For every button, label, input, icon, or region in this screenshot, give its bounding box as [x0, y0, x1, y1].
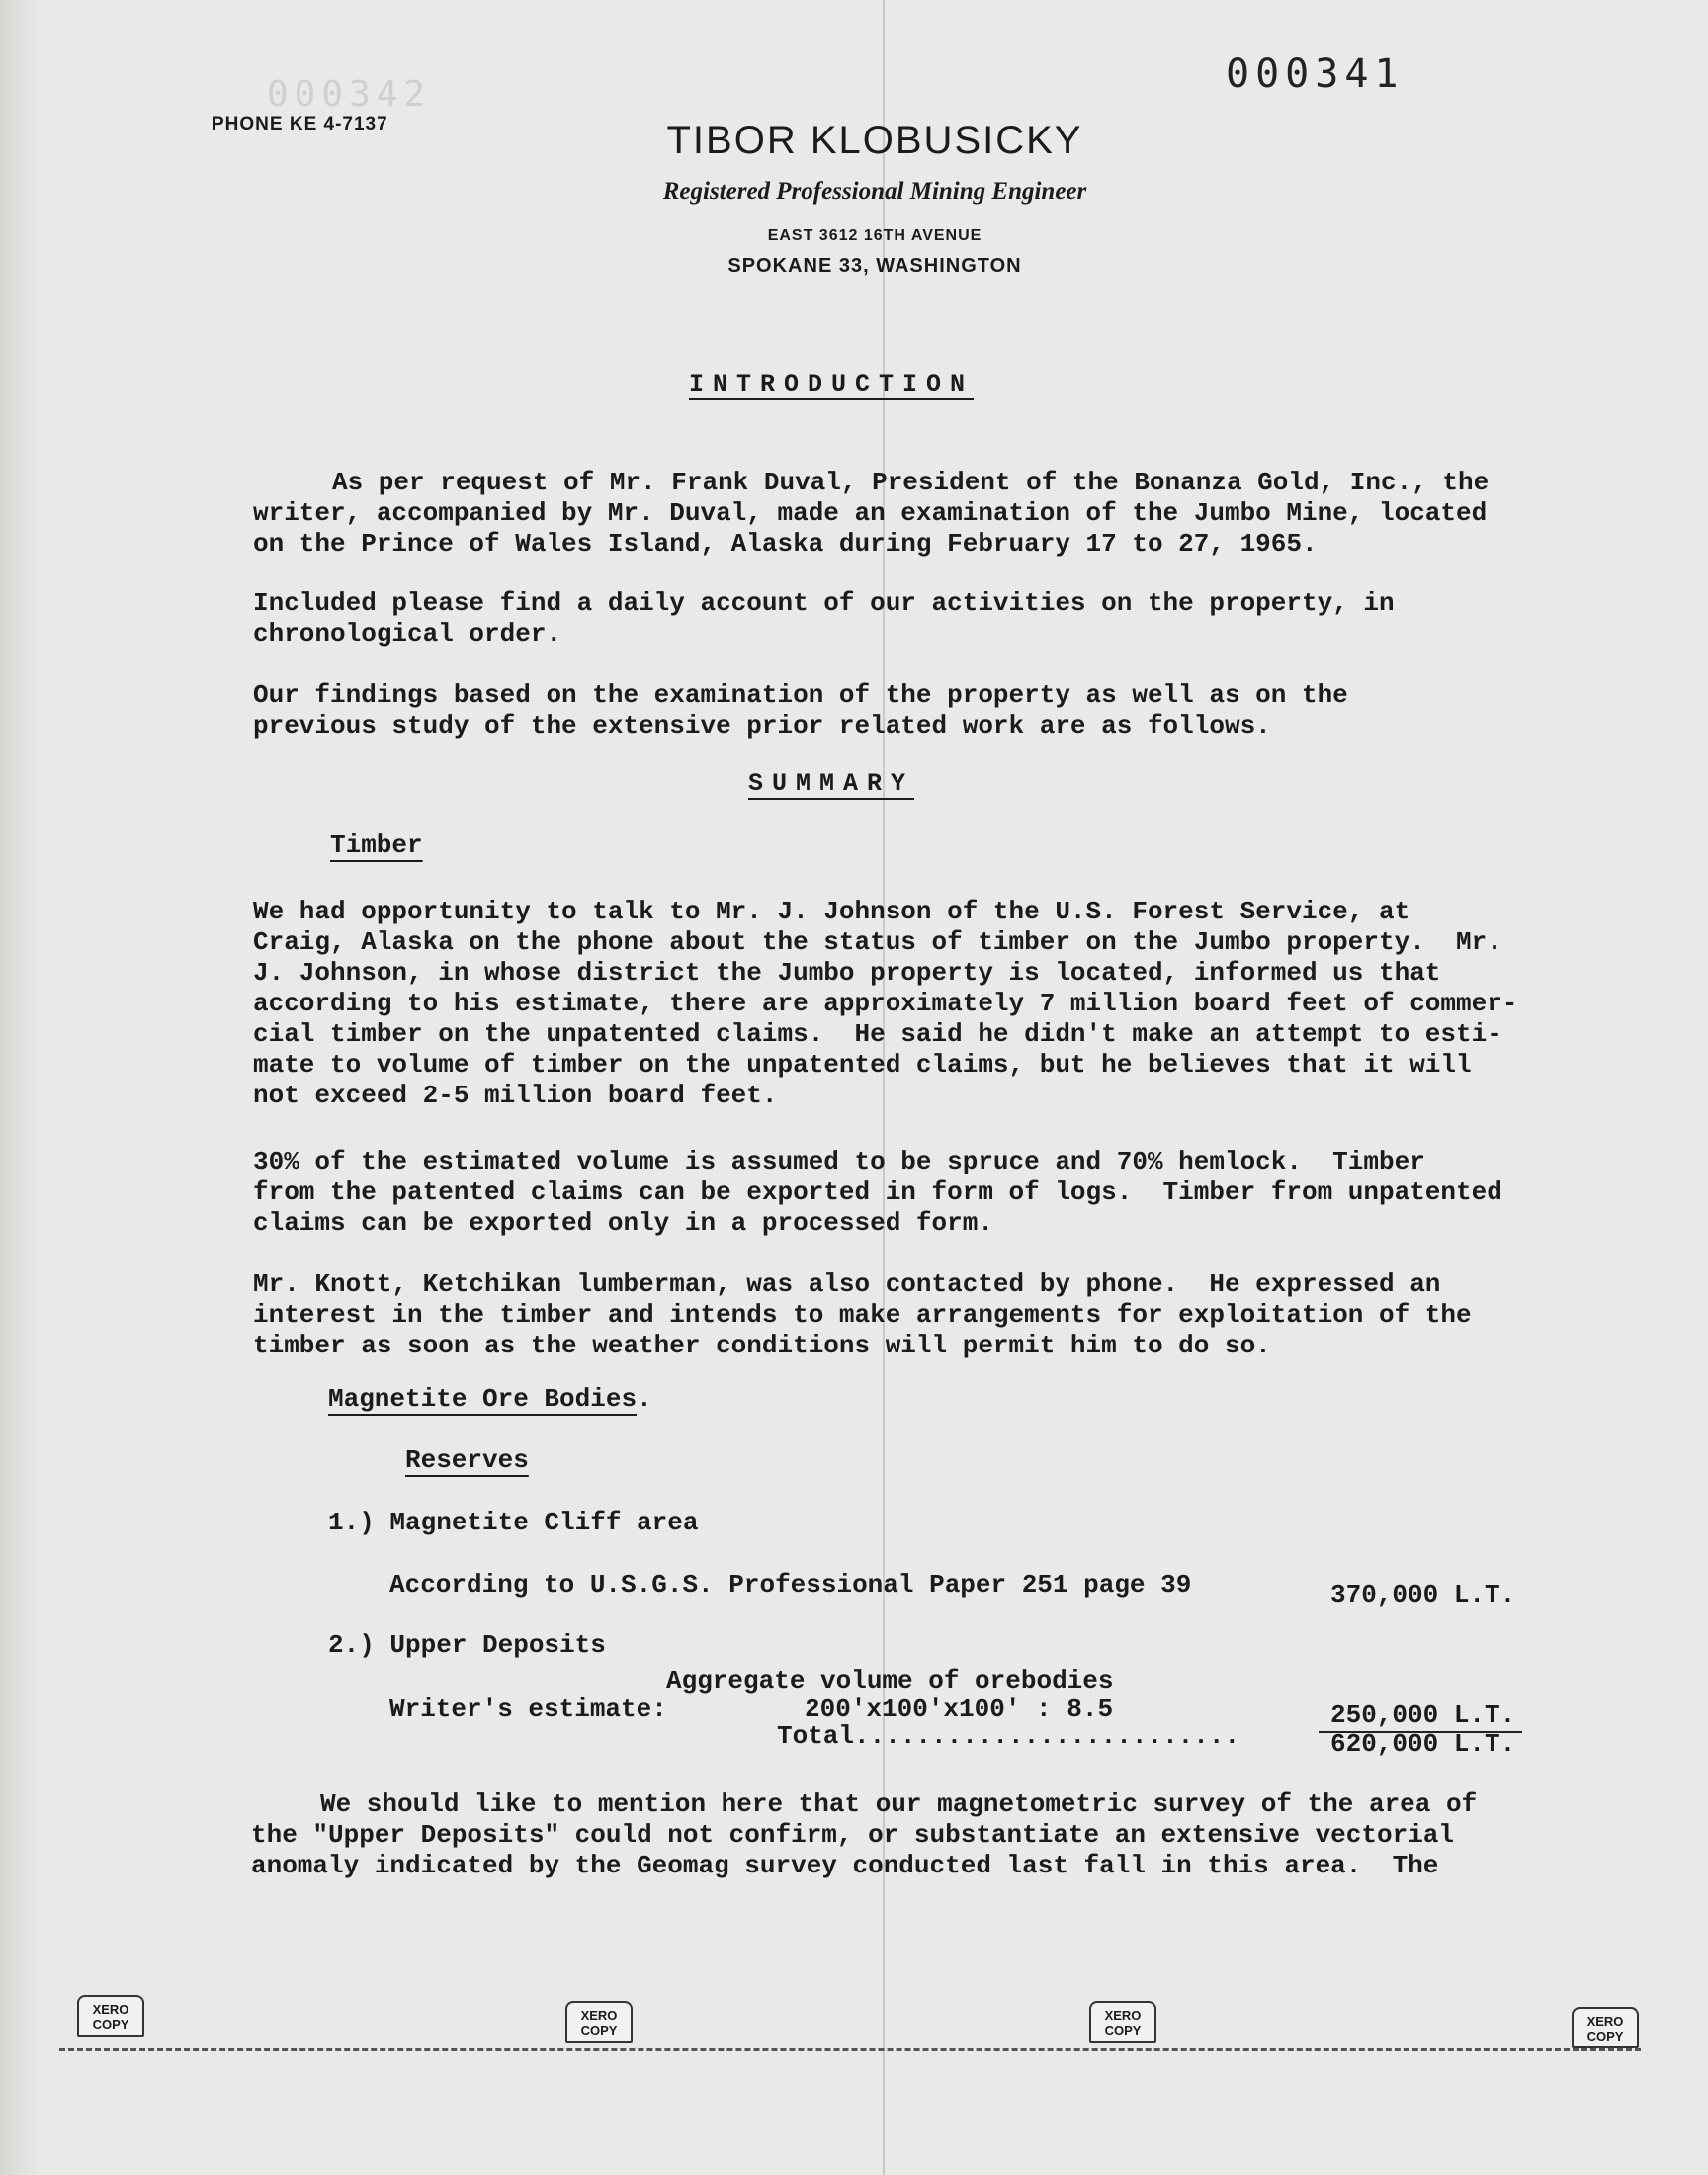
reserve-item-2-value: 250,000 L.T. [1330, 1700, 1516, 1730]
letterhead-title: Registered Professional Mining Engineer [662, 178, 1087, 205]
letterhead-city: SPOKANE 33, WASHINGTON [727, 255, 1022, 277]
writer-estimate-label: Writer's estimate: [389, 1695, 667, 1724]
xero-copy-stamp: XERO COPY [1089, 2001, 1156, 2043]
intro-paragraph-2: Included please find a daily account of our activities on the property, in chronological order. [253, 588, 1395, 649]
reserve-item-1-label: 1.) Magnetite Cliff area [328, 1508, 699, 1537]
total-label: Total......................... [777, 1721, 1240, 1751]
letterhead-street: EAST 3612 16TH AVENUE [767, 227, 982, 244]
xero-copy-stamp: XERO COPY [77, 1995, 144, 2037]
aggregate-volume-label: Aggregate volume of orebodies [666, 1666, 1114, 1696]
total-value: 620,000 L.T. [1330, 1729, 1516, 1759]
page-number: 000341 [1226, 51, 1405, 97]
magnetite-heading: Magnetite Ore Bodies [328, 1384, 638, 1414]
xero-copy-stamp: XERO COPY [1572, 2007, 1639, 2048]
letterhead-phone: PHONE KE 4-7137 [212, 114, 388, 134]
intro-paragraph-1: As per request of Mr. Frank Duval, President of the Bonanza Gold, Inc., the writer, accompanied by Mr. Duval, made an examination of the Jumbo Mine, located on the Prince of Wales Island, Alaska during February 17 to 27, 1965. [253, 468, 1490, 559]
copy-edge-line [59, 2048, 1641, 2051]
scan-edge-shadow [0, 0, 40, 2175]
writer-estimate-formula: 200'x100'x100' : 8.5 [805, 1695, 1114, 1724]
reserves-heading: Reserves [405, 1445, 529, 1475]
closing-paragraph: We should like to mention here that our magnetometric survey of the area of the "Upper Deposits" could not confirm, or substantiate an extensive vectorial anomaly indicated by the Geomag survey conducted last fall in this area. The [251, 1789, 1478, 1880]
timber-paragraph-2: 30% of the estimated volume is assumed to be spruce and 70% hemlock. Timber from the patented claims can be exported in form of logs. Timber from unpatented claims can be exported only in a processed form. [253, 1147, 1502, 1238]
timber-paragraph-3: Mr. Knott, Ketchikan lumberman, was also contacted by phone. He expressed an interest in the timber and intends to make arrangements for exploitation of the timber as soon as the weather conditions will permit him to do so. [253, 1269, 1472, 1360]
reserve-item-1-text: According to U.S.G.S. Professional Paper 251 page 39 [389, 1570, 1192, 1600]
ghost-page-number: 000342 [267, 74, 432, 115]
xero-copy-stamp: XERO COPY [565, 2001, 633, 2043]
timber-heading: Timber [330, 830, 423, 860]
letterhead-name: TIBOR KLOBUSICKY [666, 119, 1083, 162]
magnetite-heading-row [328, 1384, 652, 1414]
magnetite-heading-period: . [637, 1384, 652, 1414]
timber-paragraph-1: We had opportunity to talk to Mr. J. Johnson of the U.S. Forest Service, at Craig, Alaska on the phone about the status of timber on the Jumbo property. Mr. J. Johnson, in whose district the Jumbo property is located, informed us that according to his estimate, there are approximately 7 million board feet of commer- cial timber on the unpatented claims. He said he didn't make an attempt to esti- mate to volume of timber on the unpatented claims, but he believes that it will not exceed 2-5 million board feet. [253, 897, 1518, 1110]
reserve-item-1-value: 370,000 L.T. [1330, 1580, 1516, 1610]
summary-heading: SUMMARY [748, 769, 915, 798]
reserve-item-2-label: 2.) Upper Deposits [328, 1630, 606, 1660]
introduction-heading: INTRODUCTION [689, 370, 975, 398]
intro-paragraph-3: Our findings based on the examination of the property as well as on the previous study of the extensive prior related work are as follows. [253, 680, 1348, 740]
